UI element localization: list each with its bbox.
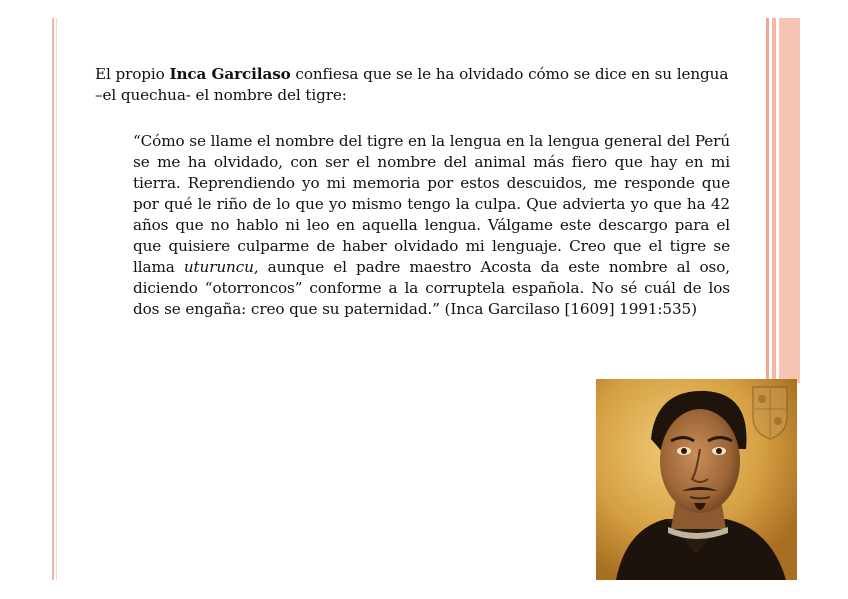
left-decorative-line-inner (56, 18, 57, 580)
stripe (772, 18, 776, 383)
quote-italic-word: uturuncu (183, 258, 254, 276)
quote-part-1: “Cómo se llame el nombre del tigre en la lengua en la lengua general del Perú se me ha olvidado, con ser el nombre del animal más fiero que hay en mi tierra. Reprendiendo yo mi memoria por estos descuidos, me responde que por qué le riño de lo que yo mismo tengo la culpa. Que advierta yo que ha 42 años que no hablo ni leo en aquella lengua. Válgame este descargo para el que quisiere culparme de haber olvidado mi lenguaje. Creo que el tigre se llama (133, 132, 730, 276)
portrait-image (596, 379, 797, 580)
portrait-illustration (596, 379, 797, 580)
quote-part-2: , aunque el padre maestro Acosta da este nombre al oso, diciendo “otorroncos” conforme a la corruptela española. No sé cuál de los dos se engaña: creo que su paternidad.” (Inca Garcilaso [1609] 1991:535) (133, 258, 731, 318)
intro-paragraph (95, 64, 735, 106)
quote-paragraph (133, 131, 730, 320)
left-decorative-line (52, 18, 54, 580)
stripe (766, 18, 769, 383)
right-decorative-stripes (766, 18, 800, 383)
coat-of-arms (753, 387, 787, 439)
intro-name: Inca Garcilaso (169, 65, 291, 83)
intro-rest: confiesa que se le ha olvidado cómo se dice en su lengua –el quechua- el nombre del tigre: (95, 65, 729, 104)
stripe (779, 18, 800, 383)
intro-lead: El propio (95, 65, 170, 83)
